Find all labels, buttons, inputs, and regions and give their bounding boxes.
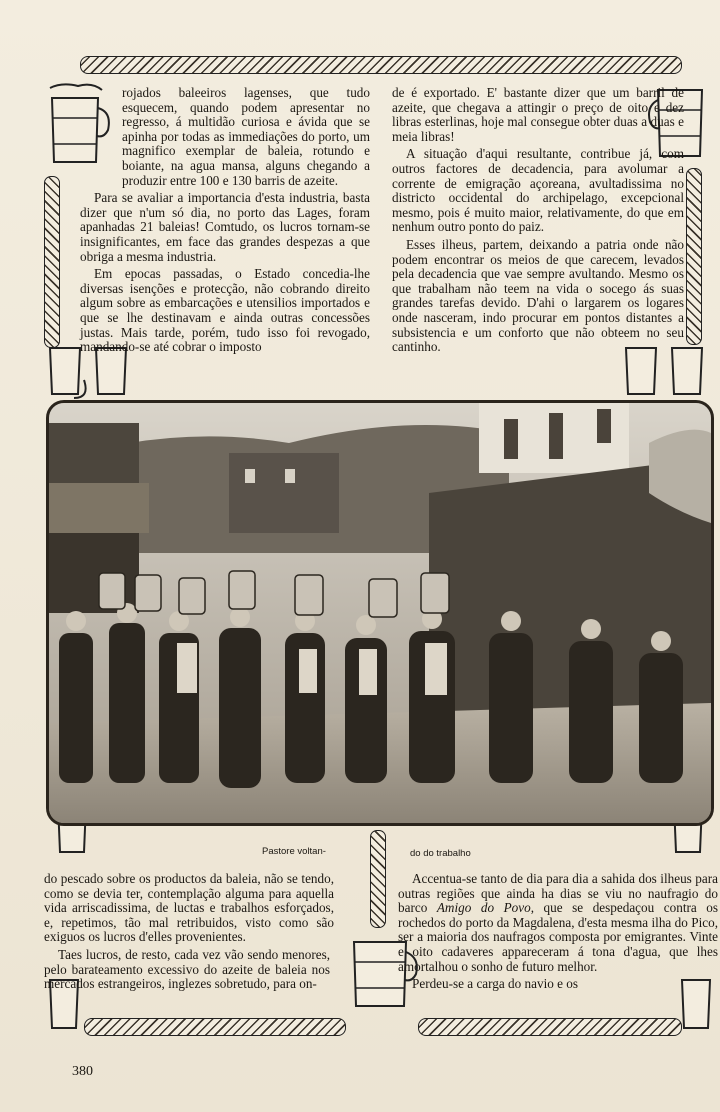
bottom-ornament-band-left <box>84 1018 346 1036</box>
photograph-shepherds <box>46 400 714 826</box>
text-span: , que se despedaçou contra os rochedos do porto da Magdalena, d'esta mesma ilha do Pico, ser a maioria dos naufragos composta por emigrantes. Vinte e oito cadaveres appareceram á tona d'agua, que lhes amortalhou o sonho de futuro melhor. <box>398 900 719 974</box>
boat-name: Amigo do Povo <box>436 900 531 916</box>
paragraph: Em epocas passadas, o Estado concedia-lhe diversas isenções e protecção, não cobrando direito algum sobre as embarcações e utensilios importados e que se lhe destinavam e ainda outras concessões justas. Mais tarde, porém, tudo isso foi revogado, mandando-se até cobrar o imposto <box>80 266 370 355</box>
bottom-ornament-band-right <box>418 1018 682 1036</box>
photo-scene <box>49 403 711 823</box>
paragraph: de é exportado. E' bastante dizer que um barril de azeite, que chegava a attingir o preço de oito e dez libras esterlinas, hoje mal consegue obter duas a duas e meia libras! <box>392 85 684 144</box>
right-ornament-band <box>686 168 702 345</box>
photo-caption-left: Pastore voltan- <box>262 846 326 857</box>
text-column-top-left <box>80 86 370 358</box>
left-ornament-band <box>44 176 60 348</box>
text-column-bottom-right <box>398 872 718 995</box>
paragraph <box>398 872 718 974</box>
paragraph: Para se avaliar a importancia d'esta industria, basta dizer que n'um só dia, no porto das Lages, foram apanhadas 21 baleias! Comtudo, os lucros tornam-se insignificantes, em face das grandes despezas a que obriga a mesma industria. <box>80 190 370 264</box>
paragraph: Esses ilheus, partem, deixando a patria onde não podem encontrar os meios de que carecem, levados pela decadencia que vae sempre avultando. Mesmo os que trabalham não teem na vida o socego ás suas grandes tarefas devido. D'ahi o largarem os logares onde nasceram, indo procurar em pontos distantes a subsistencia e um conforto que não obteem no seu cantinho. <box>392 236 684 355</box>
column-divider-ornament <box>370 830 386 928</box>
paragraph: A situação d'aqui resultante, contribue já, com outros factores de decadencia, para avolumar a corrente de emigração açoreana, avultadissima no districto occidental do archipelago, excepcional mesmo, pois é muito maior, relativamente, do que em nenhum outro ponto do paiz. <box>392 146 684 235</box>
paragraph: Taes lucros, de resto, cada vez vão sendo menores, pelo barateamento excessivo do azeite de baleia nos mercados estrangeiros, inglezes sobretudo, para on- <box>44 946 330 992</box>
page-number: 380 <box>72 1064 93 1079</box>
top-ornament-band <box>80 56 682 74</box>
paragraph: rojados baleeiros lagenses, que tudo esquecem, quando podem apresentar no regresso, á multidão curiosa e ávida que se apinha por todas as immediações do porto, um magnifico exemplar de baleia, rotundo e boiante, na agua mansa, alguns chegando a produzir entre 100 e 130 barris de azeite. <box>122 85 370 188</box>
paragraph: Perdeu-se a carga do navio e os <box>412 976 579 992</box>
text-column-bottom-left <box>44 872 334 995</box>
paragraph: do pescado sobre os productos da baleia, não se tendo, como se devia ter, contemplação alguma para aquella vida arriscadissima, de luctas e trabalhos esforçados, e, repetimos, tão mal retribuidos, visto como são exiguos os lucros d'elles provenientes. <box>44 871 334 945</box>
photo-caption-right: do do trabalho <box>410 848 471 859</box>
text-span: Accentua-se tanto de dia para dia a sahida dos ilheus para outras regiões que ainda ha dias se viu no naufragio do barco <box>398 871 718 916</box>
text-column-top-right <box>392 86 684 358</box>
